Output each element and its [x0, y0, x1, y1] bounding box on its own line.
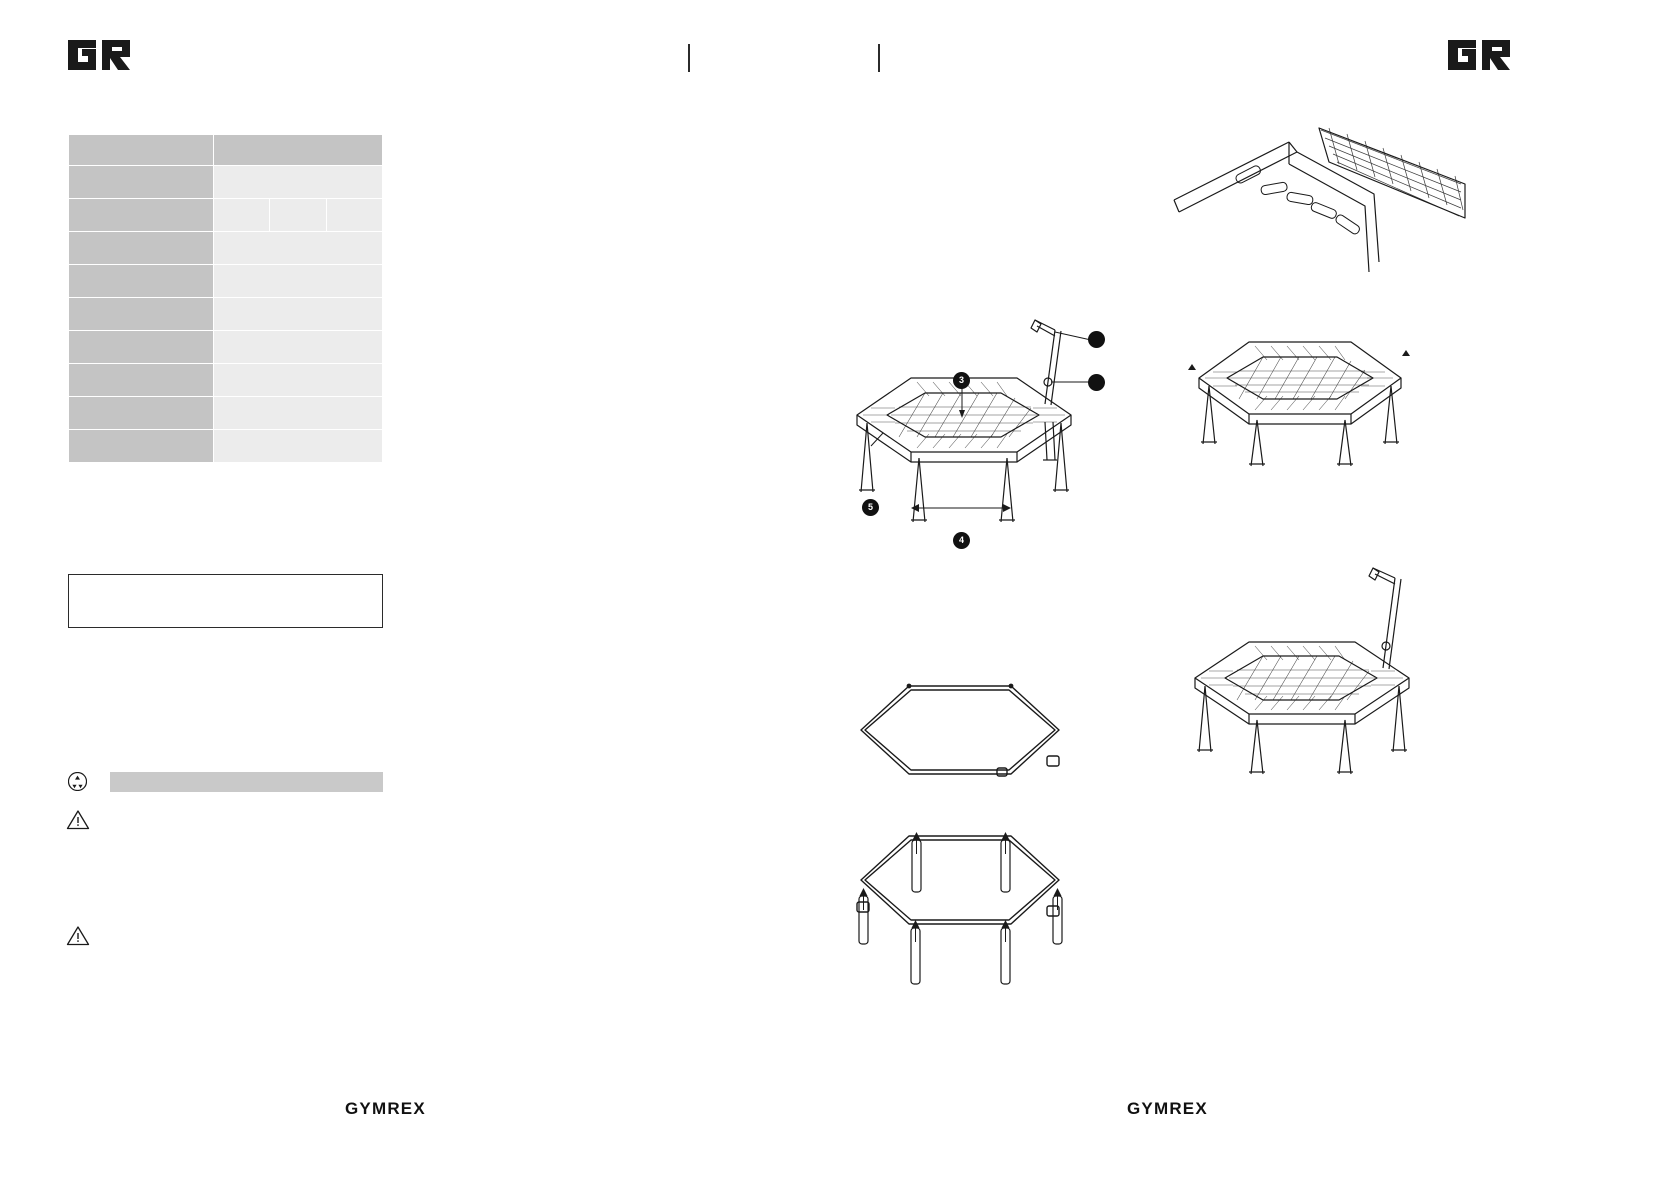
- table-cell-label: [69, 397, 214, 430]
- table-cell-label: [69, 430, 214, 463]
- figure-frame-hex-legs: [851, 818, 1081, 998]
- table-cell-value: [214, 232, 383, 265]
- table-row: [69, 232, 383, 265]
- table-cell-value: [214, 166, 383, 199]
- table-header-row: [69, 135, 383, 166]
- callout-3: 3: [953, 372, 970, 389]
- figure-spring-detail: [1169, 122, 1469, 282]
- figure-exploded-main: [849, 310, 1109, 560]
- warning-triangle-icon: [66, 925, 90, 946]
- table-header-cell-label: [69, 135, 214, 166]
- figure-frame-hex: [851, 668, 1071, 798]
- disposal-banner: [68, 772, 383, 792]
- table-cell-label: [69, 232, 214, 265]
- warning-triangle-icon: [66, 809, 90, 830]
- table-cell-value: [214, 199, 270, 232]
- table-cell-value: [214, 265, 383, 298]
- footer-brand: GYMREX: [345, 1099, 426, 1118]
- table-row: [69, 298, 383, 331]
- table-row: [69, 364, 383, 397]
- table-cell-label: [69, 199, 214, 232]
- table-row: [69, 199, 383, 232]
- gr-logo-icon: [66, 38, 132, 72]
- table-cell-label: [69, 298, 214, 331]
- figure-assembled-no-bar: [1179, 316, 1419, 496]
- callout-4: 4: [953, 532, 970, 549]
- table-cell-label: [69, 166, 214, 199]
- callout-5: 5: [862, 499, 879, 516]
- figure-assembled-with-bar: [1179, 562, 1439, 782]
- header-divider-tick-1: [688, 44, 690, 72]
- table-cell-label: [69, 331, 214, 364]
- table-row: [69, 397, 383, 430]
- table-cell-value: [214, 397, 383, 430]
- footer-brand: GYMREX: [1127, 1099, 1208, 1118]
- banner-bar: [110, 772, 383, 792]
- table-cell-label: [69, 364, 214, 397]
- callout-dot-bottom: [1088, 374, 1105, 391]
- table-header-cell-value: [214, 135, 383, 166]
- table-cell-value: [270, 199, 326, 232]
- table-row: [69, 265, 383, 298]
- callout-dot-top: [1088, 331, 1105, 348]
- specification-table: [68, 134, 383, 463]
- table-row: [69, 331, 383, 364]
- table-cell-label: [69, 265, 214, 298]
- table-row: [69, 430, 383, 463]
- gr-logo-icon: [1446, 38, 1512, 72]
- note-box: [68, 574, 383, 628]
- table-cell-value: [326, 199, 382, 232]
- table-cell-value: [214, 331, 383, 364]
- recycle-icon: [68, 772, 87, 791]
- table-cell-value: [214, 364, 383, 397]
- page-right: [839, 0, 1678, 1191]
- table-cell-value: [214, 298, 383, 331]
- table-cell-value: [214, 430, 383, 463]
- table-row: [69, 166, 383, 199]
